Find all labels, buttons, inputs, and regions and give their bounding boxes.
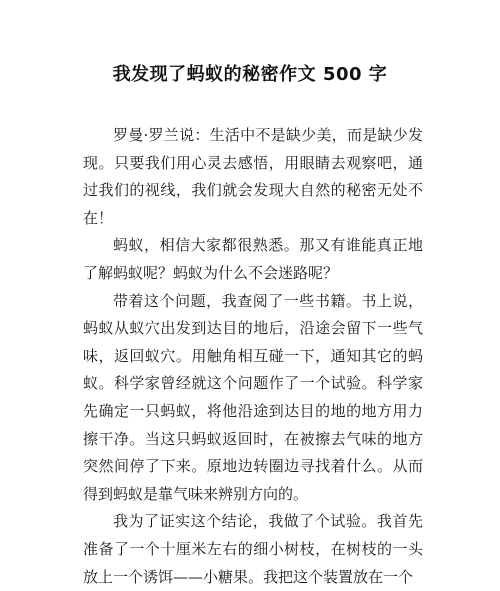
document-body bbox=[83, 122, 423, 591]
document-title: 我发现了蚂蚁的秘密作文 500 字 bbox=[112, 64, 388, 85]
paragraph-2: 蚂蚁，相信大家都很熟悉。那又有谁能真正地了解蚂蚁呢？蚂蚁为什么不会迷路呢？ bbox=[83, 236, 423, 282]
paragraph-1: 罗曼·罗兰说：生活中不是缺少美，而是缺少发现。只要我们用心灵去感悟，用眼睛去观察吧，通过我们的视线，我们就会发现大自然的秘密无处不在！ bbox=[83, 126, 423, 227]
paragraph-3: 带着这个问题，我查阅了一些书籍。书上说，蚂蚁从蚁穴出发到达目的地后，沿途会留下一些气味，返回蚁穴。用触角相互碰一下，通知其它的蚂蚁。科学家曾经就这个问题作了一个试验。科学家先确定一只蚂蚁，将他沿途到达目的地的地方用力擦干净。当这只蚂蚁返回时，在被擦去气味的地方突然间停了下来。原地边转圈边寻找着什么。从而得到蚂蚁是靠气味来辨别方向的。 bbox=[83, 291, 423, 503]
paragraph-4: 我为了证实这个结论，我做了个试验。我首先准备了一个十厘米左右的细小树枝，在树枝的一头放上一个诱饵——小糖果。我把这个装置放在一个 bbox=[83, 512, 423, 586]
